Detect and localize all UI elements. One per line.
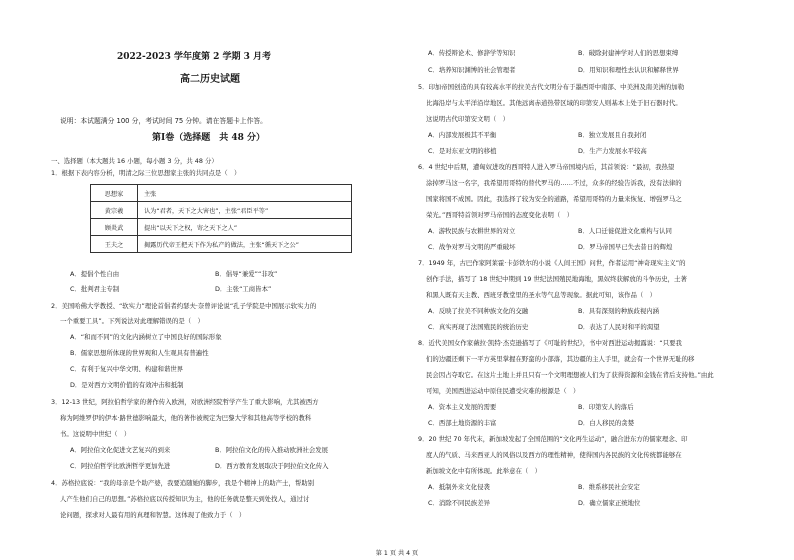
q5-option-c: C．是对东亚文明的移植 [428, 147, 497, 155]
table-cell: 思想家 [91, 185, 138, 202]
q5-stem-line: 这说明古代印第安文明（ ） [426, 115, 510, 123]
q5-option-b: B．独立发展且自我封闭 [578, 131, 647, 139]
q5-option-d: D．生产力发展水平较高 [578, 147, 647, 155]
instructions: 说明：本试题满分 100 分，考试时间 75 分钟。请在答题卡上作答。 [60, 117, 267, 125]
q5-stem-line: 比海沿岸与太平洋沿岸地区。其他远离赤道热带区域的印第安人则基本上处于旧石器时代。 [426, 99, 682, 107]
table-cell: 认为“君者，天下之大害也”，主张“君臣平等” [138, 202, 352, 219]
q1-stem: 1．根据下表内容分析，明清之际三位思想家主张的共同点是（ ） [51, 169, 241, 177]
q2-stem-line: 一个重要工具”。下列说法对此理解错误的是（ ） [60, 317, 204, 325]
q2-option-b: B．儒家思想所体现的世界观和人生观具有普遍性 [70, 349, 209, 357]
q3-stem-line: 书。这说明中世纪（ ） [60, 430, 131, 438]
q7-stem-line: 和黑人既有天主教、西班牙教堂里的圣水等气息等现象。据此可知，该作品（ ） [426, 291, 657, 299]
page-footer: 第 1 页 共 4 页 [375, 550, 419, 557]
q2-option-d: D．是对西方文明价值的有效冲击和抵制 [70, 381, 184, 389]
q3-stem-line: 称为阿维罗伊的伊本·路世德影响最大，他的著作被规定为巴黎大学和其他高等学校的教科 [60, 414, 312, 422]
q7-option-b: B．具有深刻的种族歧视内涵 [578, 307, 660, 315]
q4-option-c: C．培养知识渊博的社会管理者 [428, 66, 516, 74]
q8-stem-line: 民会因占夺取它。在这片土地上并且只有一个文明理想被人们为了获得资源和金钱在背后支持他。”由此 [426, 371, 714, 379]
q1-option-d: D．主张“工商皆本” [215, 285, 272, 293]
q8-stem-line: 可知，美国西进运动中原住民遭受灾难的根源是（ ） [426, 387, 580, 395]
table-row [91, 219, 352, 236]
q9-option-c: C．消除不同民族差异 [428, 499, 490, 507]
q7-option-c: C．真实再现了法国殖民的统治历史 [428, 323, 529, 331]
table-cell: 主张 [138, 185, 352, 202]
q8-option-c: C．西部土地资源的丰富 [428, 419, 497, 427]
q4-option-a: A．传授辩论术、修辞学等知识 [428, 49, 516, 57]
table-cell: 提出“以天下之权，寄之天下之人” [138, 219, 352, 236]
q2-stem-line: 2．美国哈佛大学教授、“软实力”理论首倡者约瑟夫·奈曾评论说“孔子学院是中国展示软实力的 [51, 302, 317, 310]
q1-option-c: C．批判君主专制 [70, 285, 120, 293]
q3-option-b: B．阿拉伯文化的传入推动欧洲社会发展 [215, 446, 329, 454]
q6-option-b: B．人口迁徙促进文化重构与认同 [578, 227, 672, 235]
table-row [91, 236, 352, 253]
table-cell: 顾炎武 [91, 219, 138, 236]
q4-stem-line: 论问题，探求对人最有用的真理和智慧。这体现了他致力于（ ） [60, 511, 246, 519]
q9-stem-line: 度人的气质、马来西亚人的风俗以及西方的理性精神，使得国内各民族的文化传统都能够在 [426, 451, 682, 459]
q6-stem-line: 6．4 世纪中后期，遭匈奴进攻的西哥特人进入罗马帝国境内后，其首领说：“最初，我热望 [418, 163, 675, 171]
table-cell: 王夫之 [91, 236, 138, 253]
q9-stem-line: 新加坡文化中有所体现。此举意在（ ） [426, 467, 542, 475]
q6-stem-line: 涂掉罗马这一名字，我希望用哥特的替代罗马的……不过，众多的经验告诉我，没有法律的 [426, 179, 682, 187]
q1-option-a: A．提倡个性自由 [70, 270, 120, 278]
q7-stem-line: 7．1949 年，古巴作家阿莱霍·卡彭铁尔的小说《人间王国》问世，作者运用“神奇现实主义”的 [418, 259, 686, 267]
table-cell: 揭露历代帝王把天下作为私产的做法，主张“循天下之公” [138, 236, 352, 253]
q4-stem-line: 4．苏格拉底说：“我的母亲是个助产婆，我要追随她的脚步，我是个精神上的助产士，帮助别 [51, 479, 314, 487]
q6-option-a: A．游牧民族与农耕世界的对立 [428, 227, 516, 235]
q3-stem-line: 3．12-13 世纪，阿拉伯哲学家的著作传入欧洲，对欧洲经院哲学产生了重大影响，尤其被西方 [51, 398, 319, 406]
q8-stem-line: 8．近代美国女作家薇拉·凯特·杰克逊描写了《可耻的世纪》，书中对西进运动揭露说：“只要我 [418, 339, 682, 347]
q7-option-a: A．反映了拉美不同种族文化的交融 [428, 307, 529, 315]
q1-table [90, 184, 352, 253]
q3-option-c: C．阿拉伯哲学比欧洲哲学更加先进 [70, 462, 171, 470]
q7-stem-line: 创作手法，描写了 18 世纪中期到 19 世纪法国殖民地海地，黑奴终获解放的斗争历史，土著 [426, 275, 687, 283]
q7-option-d: D．表达了人民对和平的渴望 [578, 323, 660, 331]
q2-option-c: C．有利于复兴中华文明、构建和谐世界 [70, 365, 184, 373]
q6-option-c: C．战争对罗马文明的严重破坏 [428, 243, 516, 251]
q8-option-a: A．资本主义发展的需要 [428, 403, 497, 411]
table-cell: 黄宗羲 [91, 202, 138, 219]
q8-option-b: B．印第安人的落后 [578, 403, 634, 411]
q2-option-a: A．“和而不同”的文化内涵树立了中国良好的国际形象 [70, 333, 222, 341]
q9-option-b: B．维系移民社会安定 [578, 483, 640, 491]
section-heading: 一、选择题（本大题共 16 小题，每小题 3 分，共 48 分） [51, 157, 218, 165]
q8-stem-line: 们的边疆还剩下一平方英里掌握在野蛮的小部落，其边疆的主人手里，就会有一个世界无耻的移 [426, 355, 695, 363]
q4-option-d: D．用知识和理性去认识和解释世界 [578, 66, 679, 74]
q3-option-a: A．阿拉伯文化促进文艺复兴的到来 [70, 446, 171, 454]
q4-option-b: B．破除封建神学对人们的思想束缚 [578, 49, 679, 57]
q1-option-b: B．倡导“兼爱”“非攻” [215, 270, 278, 278]
q3-option-d: D．西方教育发展取决于阿拉伯文化传入 [215, 462, 329, 470]
part-title: 第Ⅰ卷（选择题 共 48 分） [152, 133, 266, 143]
q6-stem-line: 荣光。”西哥特首领对罗马帝国的态度变化表明（ ） [426, 211, 574, 219]
q9-option-a: A．抵制外来文化侵袭 [428, 483, 490, 491]
q9-option-d: D．确立儒家正统地位 [578, 499, 641, 507]
q6-option-d: D．罗马帝国早已失去昔日的辉煌 [578, 243, 673, 251]
table-row [91, 185, 352, 202]
q5-stem-line: 5．印加帝国创造的具有较高水平的拉美古代文明分布于墨西哥中南部、中美洲及南美洲的加勒 [418, 83, 685, 91]
exam-title: 2022-2023 学年度第 2 学期 3 月考 [117, 52, 272, 62]
table-row [91, 202, 352, 219]
subject-title: 高二历史试题 [180, 74, 240, 85]
q4-stem-line: 人产生他们自己的思想。”苏格拉底以传授知识为主，他的任务就是整天到处找人，通过讨 [60, 495, 310, 503]
q9-stem-line: 9．20 世纪 70 年代末，新加坡发起了全国范围的“文化再生运动”，融合进东方的儒家理念、印 [418, 435, 688, 443]
q5-option-a: A．内部发展极其不平衡 [428, 131, 497, 139]
q6-stem-line: 国家将国不成国。因此，我选择了较为安全的道路，希望用哥特的力量来恢复、增强罗马之 [426, 195, 682, 203]
q8-option-d: D．白人移民的贪婪 [578, 419, 635, 427]
